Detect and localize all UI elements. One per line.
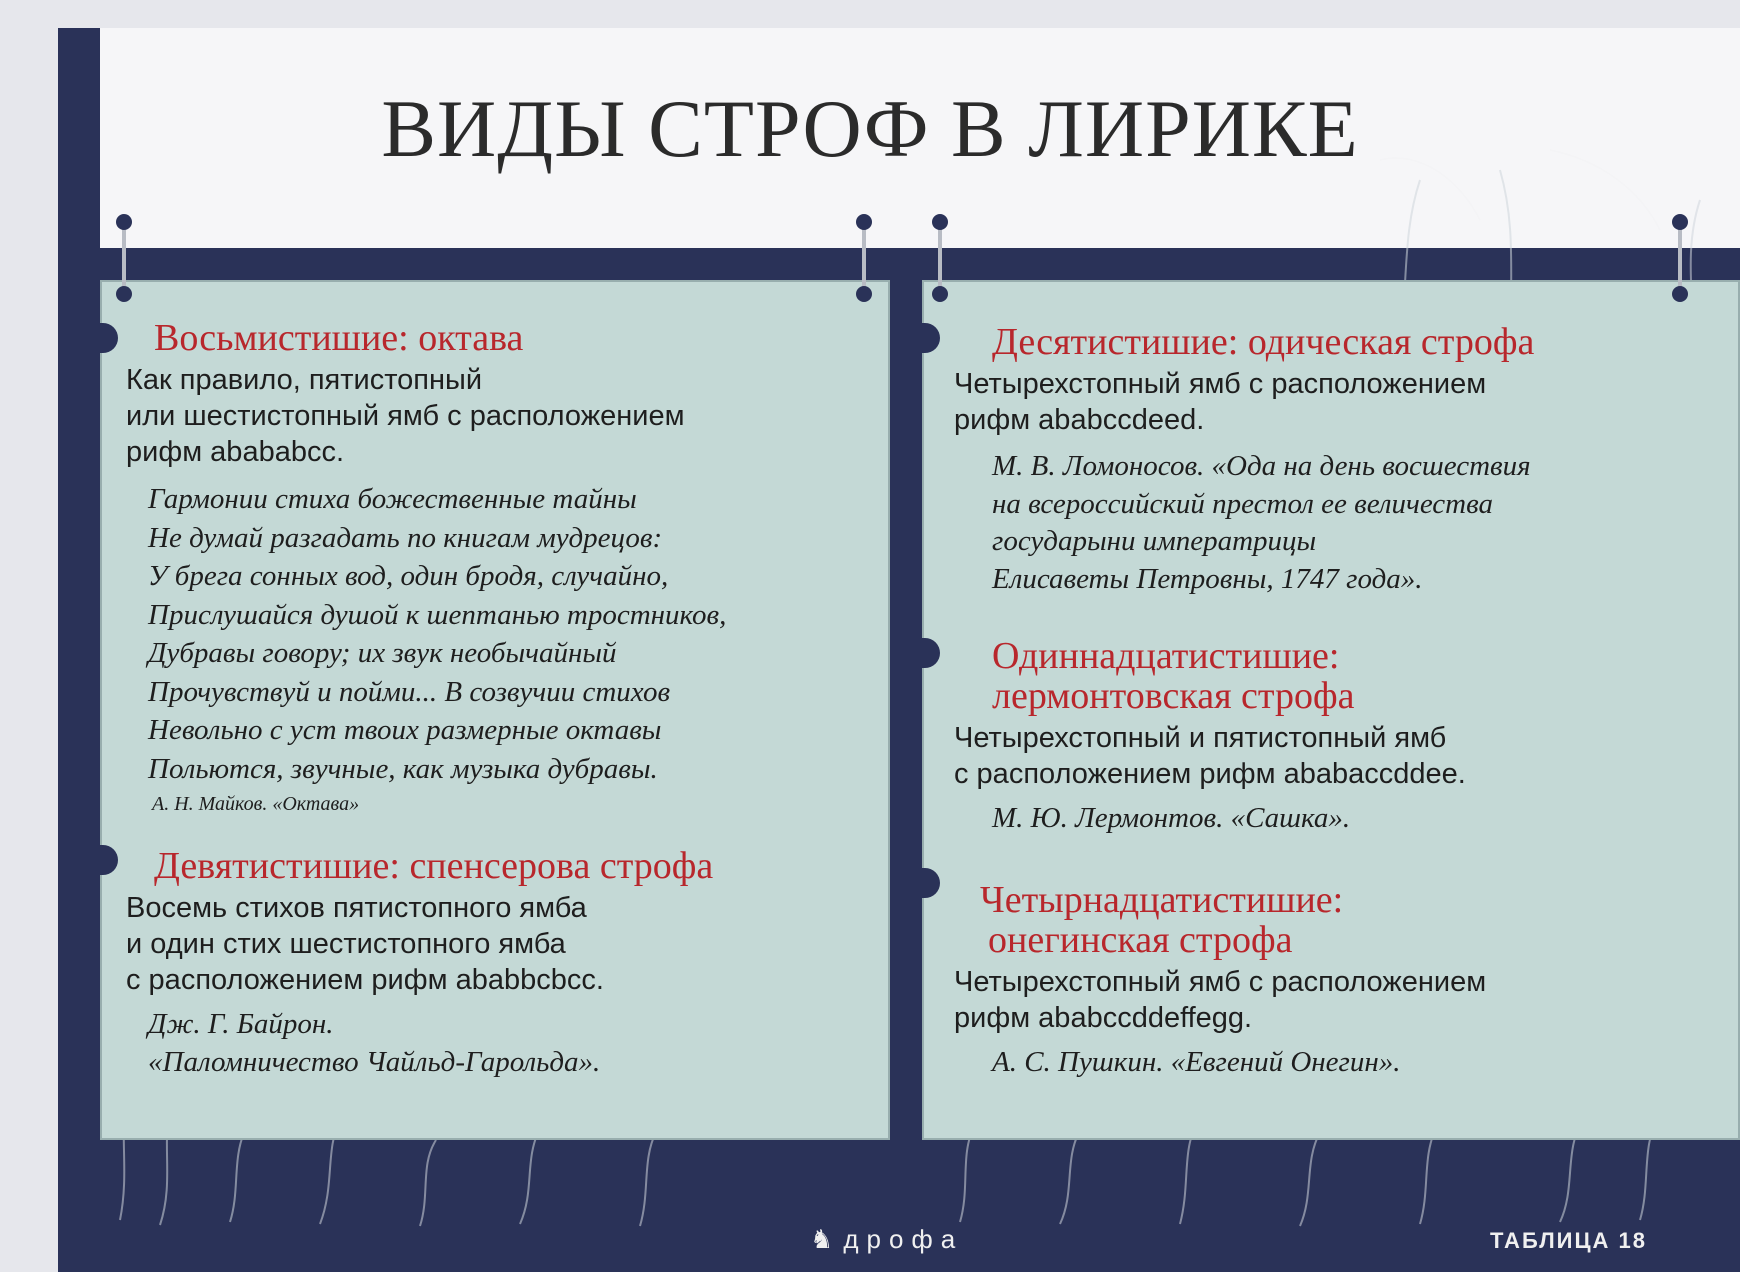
spenser-citation: Дж. Г. Байрон. «Паломничество Чайльд-Гарольда». bbox=[148, 1008, 601, 1078]
lermontov-section bbox=[954, 636, 1734, 838]
spenser-section bbox=[126, 846, 886, 1081]
odic-heading: Десятистишие: одическая строфа bbox=[992, 321, 1535, 363]
lermontov-heading: Одиннадцатистишие: лермонтовская строфа bbox=[992, 635, 1355, 717]
lermontov-description: Четырехстопный и пятистопный ямб с расположением рифм ababaccddee. bbox=[954, 722, 1466, 790]
lermontov-citation: М. Ю. Лермонтов. «Сашка». bbox=[992, 802, 1351, 834]
page-title: ВИДЫ СТРОФ В ЛИРИКЕ bbox=[381, 83, 1359, 174]
octave-section bbox=[126, 318, 886, 818]
octave-citation: А. Н. Майков. «Октава» bbox=[152, 793, 360, 815]
publisher-logo-icon: ♞ bbox=[810, 1224, 834, 1254]
octave-heading: Восьмистишие: октава bbox=[154, 317, 524, 359]
onegin-section bbox=[954, 880, 1734, 1082]
spenser-heading: Девятистишие: спенсерова строфа bbox=[154, 845, 714, 887]
publisher-logo: ♞ дрофа bbox=[810, 1224, 964, 1254]
onegin-description: Четырехстопный ямб с расположением рифм ababccddeffegg. bbox=[954, 966, 1487, 1034]
octave-poem: Гармонии стиха божественные тайны Не думай разгадать по книгам мудрецов: У брега сонных вод, один бродя, случайно, Прислушайся душой к шептанью тростников, Дубравы говору; их звук необычайный Прочувствуй и пойми... В созвучии стихов Невольно с уст твоих размерные октавы Польются, звучные, как музыка дубравы. bbox=[148, 483, 727, 785]
odic-description: Четырехстопный ямб с расположением рифм ababccdeed. bbox=[954, 368, 1487, 436]
onegin-citation: А. С. Пушкин. «Евгений Онегин». bbox=[992, 1046, 1401, 1078]
odic-citation: М. В. Ломоносов. «Ода на день восшествия на всероссийский престол ее величества государыни императрицы Елисаветы Петровны, 1747 года». bbox=[992, 450, 1531, 595]
octave-description: Как правило, пятистопный или шестистопный ямб с расположением рифм abababcc. bbox=[126, 364, 685, 468]
table-number-label: ТАБЛИЦА 18 bbox=[1490, 1228, 1647, 1253]
onegin-heading: Четырнадцатистишие: онегинская строфа bbox=[980, 879, 1344, 961]
odic-section bbox=[954, 322, 1734, 598]
spenser-description: Восемь стихов пятистопного ямба и один стих шестистопного ямба с расположением рифм ababbcbcc. bbox=[126, 892, 604, 996]
